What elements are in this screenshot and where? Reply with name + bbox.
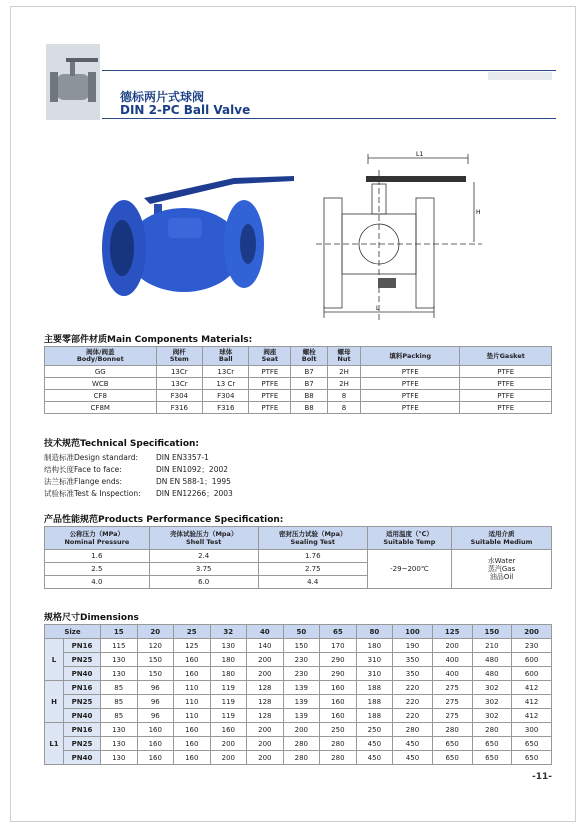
materials-cell: PTFE [361, 390, 460, 402]
dimensions-row [45, 695, 552, 709]
size-cell: 32 [210, 625, 247, 639]
performance-cell: 6.0 [149, 576, 258, 589]
tech-spec-item [44, 464, 228, 475]
header-cn: 螺母 [337, 348, 351, 356]
materials-cell: PTFE [460, 366, 552, 378]
dimension-cell: 110 [174, 709, 211, 723]
dimension-cell: 130 [101, 723, 138, 737]
pressure-class-cell: PN40 [64, 751, 101, 765]
dimension-cell: 310 [356, 667, 393, 681]
pressure-class-cell: PN25 [64, 695, 101, 709]
tech-spec-value: DIN EN3357-1 [156, 453, 209, 462]
dim-l1-label: L1 [416, 151, 424, 158]
performance-cell: 1.76 [258, 550, 367, 563]
dimension-cell: 310 [356, 653, 393, 667]
pressure-class-cell: PN16 [64, 723, 101, 737]
header-cn: 阀体/阀盖 [86, 348, 115, 356]
dimension-cell: 275 [432, 695, 472, 709]
header-en: Stem [169, 355, 189, 363]
dimension-cell: 130 [101, 653, 138, 667]
header-en: Ball [218, 355, 233, 363]
size-cell: 125 [432, 625, 472, 639]
dim-l-label: L [376, 305, 380, 312]
size-cell: 50 [283, 625, 320, 639]
dimension-cell: 160 [210, 723, 247, 737]
dimension-cell: 190 [393, 639, 433, 653]
dimension-cell: 220 [393, 695, 433, 709]
dimension-cell: 412 [512, 709, 552, 723]
performance-table [44, 526, 552, 589]
page-number: -11- [532, 772, 552, 782]
dimension-cell: 650 [472, 751, 512, 765]
materials-cell: F304 [156, 390, 203, 402]
dimension-cell: 600 [512, 667, 552, 681]
dimension-cell: 200 [247, 653, 284, 667]
dimensions-row [45, 639, 552, 653]
materials-cell: 13Cr [156, 378, 203, 390]
dimension-cell: 130 [101, 737, 138, 751]
dimension-cell: 290 [320, 653, 357, 667]
dimension-cell: 230 [283, 653, 320, 667]
header-rule-bottom [102, 118, 556, 119]
dimension-cell: 130 [210, 639, 247, 653]
dimension-cell: 280 [283, 737, 320, 751]
dimension-cell: 160 [174, 653, 211, 667]
dimension-cell: 160 [174, 751, 211, 765]
dimension-cell: 650 [512, 737, 552, 751]
materials-cell: F316 [203, 402, 249, 414]
materials-cell: 13Cr [156, 366, 203, 378]
dimension-cell: 275 [432, 681, 472, 695]
dimensions-row [45, 681, 552, 695]
header-en: Shell Test [186, 538, 222, 546]
header-cn: 垫片Gasket [486, 351, 525, 360]
header-cn: 密封压力试验（Mpa） [278, 530, 347, 538]
materials-cell: PTFE [249, 402, 291, 414]
dimensions-header-row [45, 625, 552, 639]
performance-heading: 产品性能规范Products Performance Specification: [44, 515, 284, 525]
dimension-cell: 139 [283, 695, 320, 709]
tech-spec-value: DIN EN12266；2003 [156, 489, 233, 498]
dimension-cell: 170 [320, 639, 357, 653]
dimension-cell: 280 [320, 737, 357, 751]
header-cn: 适用温度（℃） [385, 530, 433, 538]
dimension-cell: 302 [472, 709, 512, 723]
materials-cell: 2H [328, 378, 361, 390]
dimension-cell: 230 [283, 667, 320, 681]
dimension-cell: 160 [320, 695, 357, 709]
materials-cell: PTFE [361, 378, 460, 390]
header-cn: 公称压力（MPa） [69, 530, 125, 538]
dimension-cell: 139 [283, 709, 320, 723]
performance-cell: 4.4 [258, 576, 367, 589]
dimensions-row [45, 737, 552, 751]
pressure-class-cell: PN40 [64, 709, 101, 723]
materials-cell: 2H [328, 366, 361, 378]
performance-header-cell [367, 527, 451, 550]
dimension-cell: 180 [210, 653, 247, 667]
size-cell: 20 [137, 625, 174, 639]
dimension-cell: 119 [210, 681, 247, 695]
performance-row [45, 550, 552, 563]
dimension-cell: 110 [174, 695, 211, 709]
header-en: Seat [261, 355, 279, 363]
materials-cell: B7 [291, 366, 328, 378]
dimension-cell: 280 [432, 723, 472, 737]
header-en: Sealing Test [290, 538, 335, 546]
dimension-cell: 600 [512, 653, 552, 667]
materials-cell: CF8M [45, 402, 157, 414]
dimension-cell: 160 [174, 737, 211, 751]
dimension-cell: 450 [356, 737, 393, 751]
materials-header-cell [361, 347, 460, 366]
dimension-cell: 188 [356, 681, 393, 695]
size-cell: 200 [512, 625, 552, 639]
medium-item: 油品Oil [489, 573, 514, 581]
tech-spec-value: DIN EN1092；2002 [156, 465, 229, 474]
tech-spec-key: 试验标准Test & Inspection: [44, 489, 141, 498]
dimensions-row [45, 709, 552, 723]
valve-photo [84, 168, 298, 310]
materials-cell: B7 [291, 378, 328, 390]
tech-spec-key: 法兰标准Flange ends: [44, 477, 123, 486]
dimension-cell: 650 [432, 737, 472, 751]
size-cell: 100 [393, 625, 433, 639]
dimension-cell: 160 [174, 723, 211, 737]
dimension-cell: 150 [137, 653, 174, 667]
medium-item: 水Water [487, 557, 516, 565]
materials-row [45, 378, 552, 390]
dimension-cell: 160 [137, 723, 174, 737]
dimension-cell: 188 [356, 709, 393, 723]
dimension-cell: 230 [512, 639, 552, 653]
materials-cell: CF8 [45, 390, 157, 402]
dimension-cell: 302 [472, 681, 512, 695]
dimension-cell: 250 [320, 723, 357, 737]
materials-cell: GG [45, 366, 157, 378]
materials-cell: 8 [328, 402, 361, 414]
pressure-class-cell: PN16 [64, 639, 101, 653]
tech-spec-key: 制造标准Design standard: [44, 453, 139, 462]
materials-table [44, 346, 552, 414]
size-cell: 40 [247, 625, 284, 639]
dimension-cell: 128 [247, 681, 284, 695]
dimension-cell: 300 [512, 723, 552, 737]
header-cn: 阀座 [263, 348, 277, 356]
materials-header-cell [328, 347, 361, 366]
dimension-cell: 160 [137, 751, 174, 765]
pressure-class-cell: PN40 [64, 667, 101, 681]
dimension-cell: 450 [356, 751, 393, 765]
dimensions-row [45, 653, 552, 667]
dimension-cell: 210 [472, 639, 512, 653]
materials-cell: PTFE [460, 378, 552, 390]
dimension-cell: 96 [137, 709, 174, 723]
dimension-cell: 85 [101, 695, 138, 709]
materials-heading: 主要零部件材质Main Components Materials: [44, 335, 253, 345]
tech-spec-heading: 技术规范Technical Specification: [44, 439, 200, 449]
header-en: Nominal Pressure [64, 538, 130, 546]
tech-spec-item [44, 488, 233, 499]
dimension-cell: 480 [472, 653, 512, 667]
size-cell: 25 [174, 625, 211, 639]
dimension-cell: 650 [472, 737, 512, 751]
dimension-group-cell: L [45, 639, 64, 681]
pressure-class-cell: PN25 [64, 737, 101, 751]
dimension-cell: 450 [393, 751, 433, 765]
dimension-cell: 120 [137, 639, 174, 653]
performance-cell: 2.5 [45, 563, 150, 576]
materials-cell: 13Cr [203, 366, 249, 378]
materials-header-cell [203, 347, 249, 366]
performance-header-cell [452, 527, 552, 550]
valve-thumbnail [46, 44, 100, 120]
materials-cell: PTFE [249, 378, 291, 390]
dimension-cell: 350 [393, 667, 433, 681]
header-cn: 壳体试验压力（Mpa） [169, 530, 238, 538]
header-cn: 适用介质 [488, 530, 515, 538]
materials-header-cell [156, 347, 203, 366]
dimension-cell: 275 [432, 709, 472, 723]
dim-h-label: H [476, 209, 481, 216]
dimensions-heading: 规格尺寸Dimensions [44, 613, 139, 623]
size-cell: 80 [356, 625, 393, 639]
dimension-cell: 150 [283, 639, 320, 653]
materials-header-cell [291, 347, 328, 366]
dimension-cell: 412 [512, 681, 552, 695]
materials-row [45, 390, 552, 402]
dimension-cell: 130 [101, 667, 138, 681]
dimension-cell: 200 [210, 737, 247, 751]
size-cell: 15 [101, 625, 138, 639]
dimensions-row [45, 667, 552, 681]
header-rule-top [102, 70, 556, 71]
dimension-cell: 302 [472, 695, 512, 709]
dimension-cell: 96 [137, 681, 174, 695]
dimension-cell: 480 [472, 667, 512, 681]
header-en: Body/Bonnet [76, 355, 124, 363]
size-cell: 65 [320, 625, 357, 639]
materials-row [45, 366, 552, 378]
medium-item: 蒸汽Gas [487, 565, 516, 573]
dimension-cell: 180 [356, 639, 393, 653]
dimension-cell: 140 [247, 639, 284, 653]
header-cn: 球体 [219, 348, 233, 356]
pressure-class-cell: PN25 [64, 653, 101, 667]
dimension-group-cell: L1 [45, 723, 64, 765]
header-en: Suitable Medium [470, 538, 533, 546]
dimension-cell: 160 [320, 681, 357, 695]
dimension-cell: 128 [247, 695, 284, 709]
tech-spec-item [44, 452, 209, 463]
dimensions-row [45, 751, 552, 765]
dimension-cell: 139 [283, 681, 320, 695]
pressure-class-cell: PN16 [64, 681, 101, 695]
dimension-cell: 200 [247, 751, 284, 765]
header-decoration [488, 72, 552, 80]
dimension-cell: 128 [247, 709, 284, 723]
dimension-cell: 200 [283, 723, 320, 737]
page-title-en: DIN 2-PC Ball Valve [120, 103, 251, 117]
header-cn: 螺栓 [302, 348, 316, 356]
size-label-cell: Size [45, 625, 101, 639]
header-cn: 填料Packing [389, 351, 432, 360]
dimension-cell: 115 [101, 639, 138, 653]
dimension-cell: 412 [512, 695, 552, 709]
dimension-cell: 280 [320, 751, 357, 765]
materials-cell: PTFE [249, 366, 291, 378]
dimension-cell: 220 [393, 681, 433, 695]
medium-cell [452, 550, 552, 589]
dimension-cell: 650 [512, 751, 552, 765]
materials-cell: PTFE [361, 402, 460, 414]
dimension-cell: 110 [174, 681, 211, 695]
size-cell: 150 [472, 625, 512, 639]
dimension-group-cell: H [45, 681, 64, 723]
materials-cell: PTFE [460, 402, 552, 414]
dimension-cell: 180 [210, 667, 247, 681]
dimension-cell: 350 [393, 653, 433, 667]
dimension-cell: 200 [432, 639, 472, 653]
dimension-cell: 250 [356, 723, 393, 737]
header-en: Suitable Temp [383, 538, 436, 546]
temperature-cell: -29~200℃ [367, 550, 451, 589]
dimension-cell: 119 [210, 695, 247, 709]
dimension-cell: 160 [174, 667, 211, 681]
performance-cell: 1.6 [45, 550, 150, 563]
dimension-cell: 280 [283, 751, 320, 765]
performance-header-cell [258, 527, 367, 550]
tech-spec-key: 结构长度Face to face: [44, 465, 122, 474]
performance-cell: 4.0 [45, 576, 150, 589]
materials-header-cell [249, 347, 291, 366]
page-title-cn: 德标两片式球阀 [120, 90, 205, 104]
materials-cell: F316 [156, 402, 203, 414]
performance-header-row [45, 527, 552, 550]
materials-header-row [45, 347, 552, 366]
dimension-cell: 85 [101, 709, 138, 723]
materials-header-cell [460, 347, 552, 366]
dimension-cell: 125 [174, 639, 211, 653]
dimension-cell: 130 [101, 751, 138, 765]
dimension-cell: 96 [137, 695, 174, 709]
dimension-cell: 160 [320, 709, 357, 723]
dimension-cell: 280 [472, 723, 512, 737]
dimension-cell: 280 [393, 723, 433, 737]
dimensions-table [44, 624, 552, 765]
header-en: Nut [337, 355, 351, 363]
dimension-cell: 85 [101, 681, 138, 695]
dimension-cell: 220 [393, 709, 433, 723]
dimension-cell: 119 [210, 709, 247, 723]
dimension-cell: 400 [432, 667, 472, 681]
materials-cell: PTFE [361, 366, 460, 378]
dimension-cell: 200 [210, 751, 247, 765]
tech-spec-item [44, 476, 231, 487]
dimension-cell: 200 [247, 667, 284, 681]
dimension-cell: 650 [432, 751, 472, 765]
materials-row [45, 402, 552, 414]
dimension-cell: 160 [137, 737, 174, 751]
performance-cell: 2.75 [258, 563, 367, 576]
valve-cross-section-drawing [316, 150, 482, 326]
dimensions-row [45, 723, 552, 737]
dimension-cell: 150 [137, 667, 174, 681]
dimension-cell: 188 [356, 695, 393, 709]
performance-header-cell [45, 527, 150, 550]
dimension-cell: 400 [432, 653, 472, 667]
materials-cell: PTFE [249, 390, 291, 402]
dimension-cell: 200 [247, 723, 284, 737]
materials-cell: F304 [203, 390, 249, 402]
performance-header-cell [149, 527, 258, 550]
materials-cell: PTFE [460, 390, 552, 402]
performance-cell: 2.4 [149, 550, 258, 563]
materials-cell: WCB [45, 378, 157, 390]
materials-header-cell [45, 347, 157, 366]
dimension-cell: 200 [247, 737, 284, 751]
materials-cell: B8 [291, 390, 328, 402]
dimension-cell: 450 [393, 737, 433, 751]
header-en: Bolt [301, 355, 317, 363]
header-cn: 阀杆 [172, 348, 186, 356]
materials-cell: 8 [328, 390, 361, 402]
materials-cell: 13 Cr [203, 378, 249, 390]
tech-spec-value: DN EN 588-1；1995 [156, 477, 231, 486]
dimension-cell: 290 [320, 667, 357, 681]
materials-cell: B8 [291, 402, 328, 414]
performance-cell: 3.75 [149, 563, 258, 576]
